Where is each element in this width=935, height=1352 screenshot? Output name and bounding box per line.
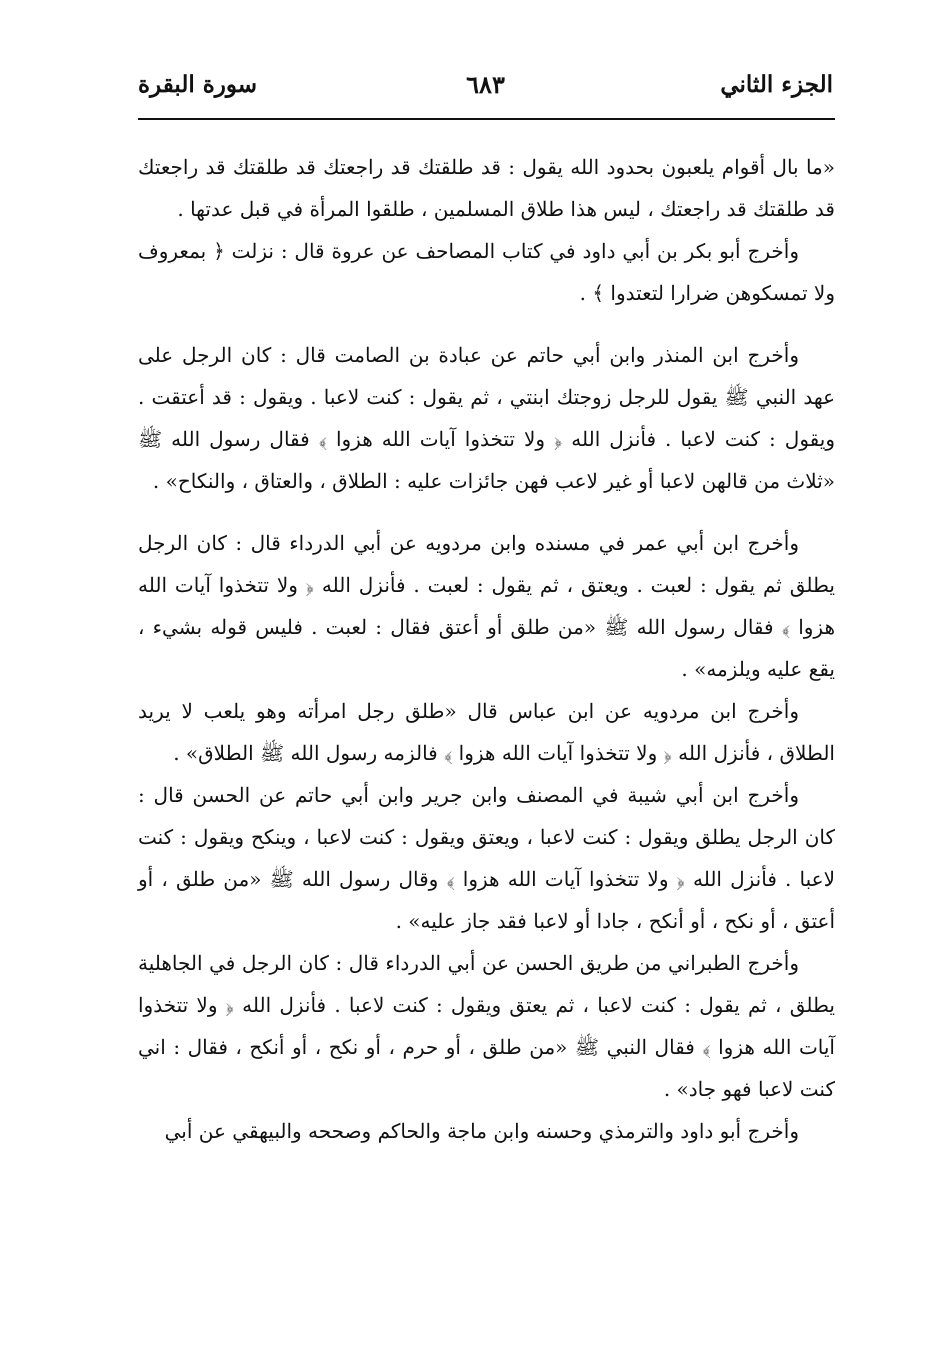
page-header: [138, 64, 833, 104]
page-number: ٦٨٣: [466, 69, 505, 99]
paragraph: وأخرج أبو بكر بن أبي داود في كتاب المصاحف عن عروة قال : نزلت ﴿ بمعروف ولا تمسكوهن ضرارا لتعتدوا ﴾ .: [138, 239, 835, 305]
paragraph-gap: [138, 314, 835, 334]
page-body: [138, 146, 835, 1152]
part-label: الجزء الثاني: [720, 70, 833, 98]
paragraph: وأخرج ابن أبي شيبة في المصنف وابن جرير وابن أبي حاتم عن الحسن قال : كان الرجل يطلق ويقول : كنت لاعبا ، ويعتق ويقول : كنت لاعبا ، وينكح ويقول : كنت لاعبا . فأنزل الله ﴿ ولا تتخذوا آيات الله هزوا ﴾ وقال رسول الله ﷺ «من طلق ، أو أعتق ، أو نكح ، أو أنكح ، جادا أو لاعبا فقد جاز عليه» .: [138, 783, 835, 933]
header-rule: [138, 118, 835, 120]
paragraph: «ما بال أقوام يلعبون بحدود الله يقول : قد طلقتك قد راجعتك قد طلقتك قد راجعتك قد طلقتك قد راجعتك ، ليس هذا طلاق المسلمين ، طلقوا المرأة في قبل عدتها .: [138, 155, 835, 221]
paragraph: وأخرج الطبراني من طريق الحسن عن أبي الدرداء قال : كان الرجل في الجاهلية يطلق ، ثم يقول : كنت لاعبا ، ثم يعتق ويقول : كنت لاعبا . فأنزل الله ﴿ ولا تتخذوا آيات الله هزوا ﴾ فقال النبي ﷺ «من طلق ، أو حرم ، أو نكح ، أو أنكح ، فقال : اني كنت لاعبا فهو جاد» .: [138, 951, 835, 1101]
paragraph: وأخرج ابن مردويه عن ابن عباس قال «طلق رجل امرأته وهو يلعب لا يريد الطلاق ، فأنزل الله ﴿ ولا تتخذوا آيات الله هزوا ﴾ فالزمه رسول الله ﷺ الطلاق» .: [138, 699, 835, 765]
paragraph: وأخرج ابن أبي عمر في مسنده وابن مردويه عن أبي الدرداء قال : كان الرجل يطلق ثم يقول : لعبت . ويعتق ، ثم يقول : لعبت . فأنزل الله ﴿ ولا تتخذوا آيات الله هزوا ﴾ فقال رسول الله ﷺ «من طلق أو أعتق فقال : لعبت . فليس قوله بشيء ، يقع عليه ويلزمه» .: [138, 531, 835, 681]
paragraph-gap: [138, 502, 835, 522]
paragraph: وأخرج ابن المنذر وابن أبي حاتم عن عبادة بن الصامت قال : كان الرجل على عهد النبي ﷺ يقول للرجل زوجتك ابنتي ، ثم يقول : كنت لاعبا . ويقول : قد أعتقت . ويقول : كنت لاعبا . فأنزل الله ﴿ ولا تتخذوا آيات الله هزوا ﴾ فقال رسول الله ﷺ «ثلاث من قالهن لاعبا أو غير لاعب فهن جائزات عليه : الطلاق ، والعتاق ، والنكاح» .: [138, 343, 835, 493]
paragraph: وأخرج أبو داود والترمذي وحسنه وابن ماجة والحاكم وصححه والبيهقي عن أبي: [164, 1119, 799, 1143]
surah-label: سورة البقرة: [138, 70, 258, 98]
